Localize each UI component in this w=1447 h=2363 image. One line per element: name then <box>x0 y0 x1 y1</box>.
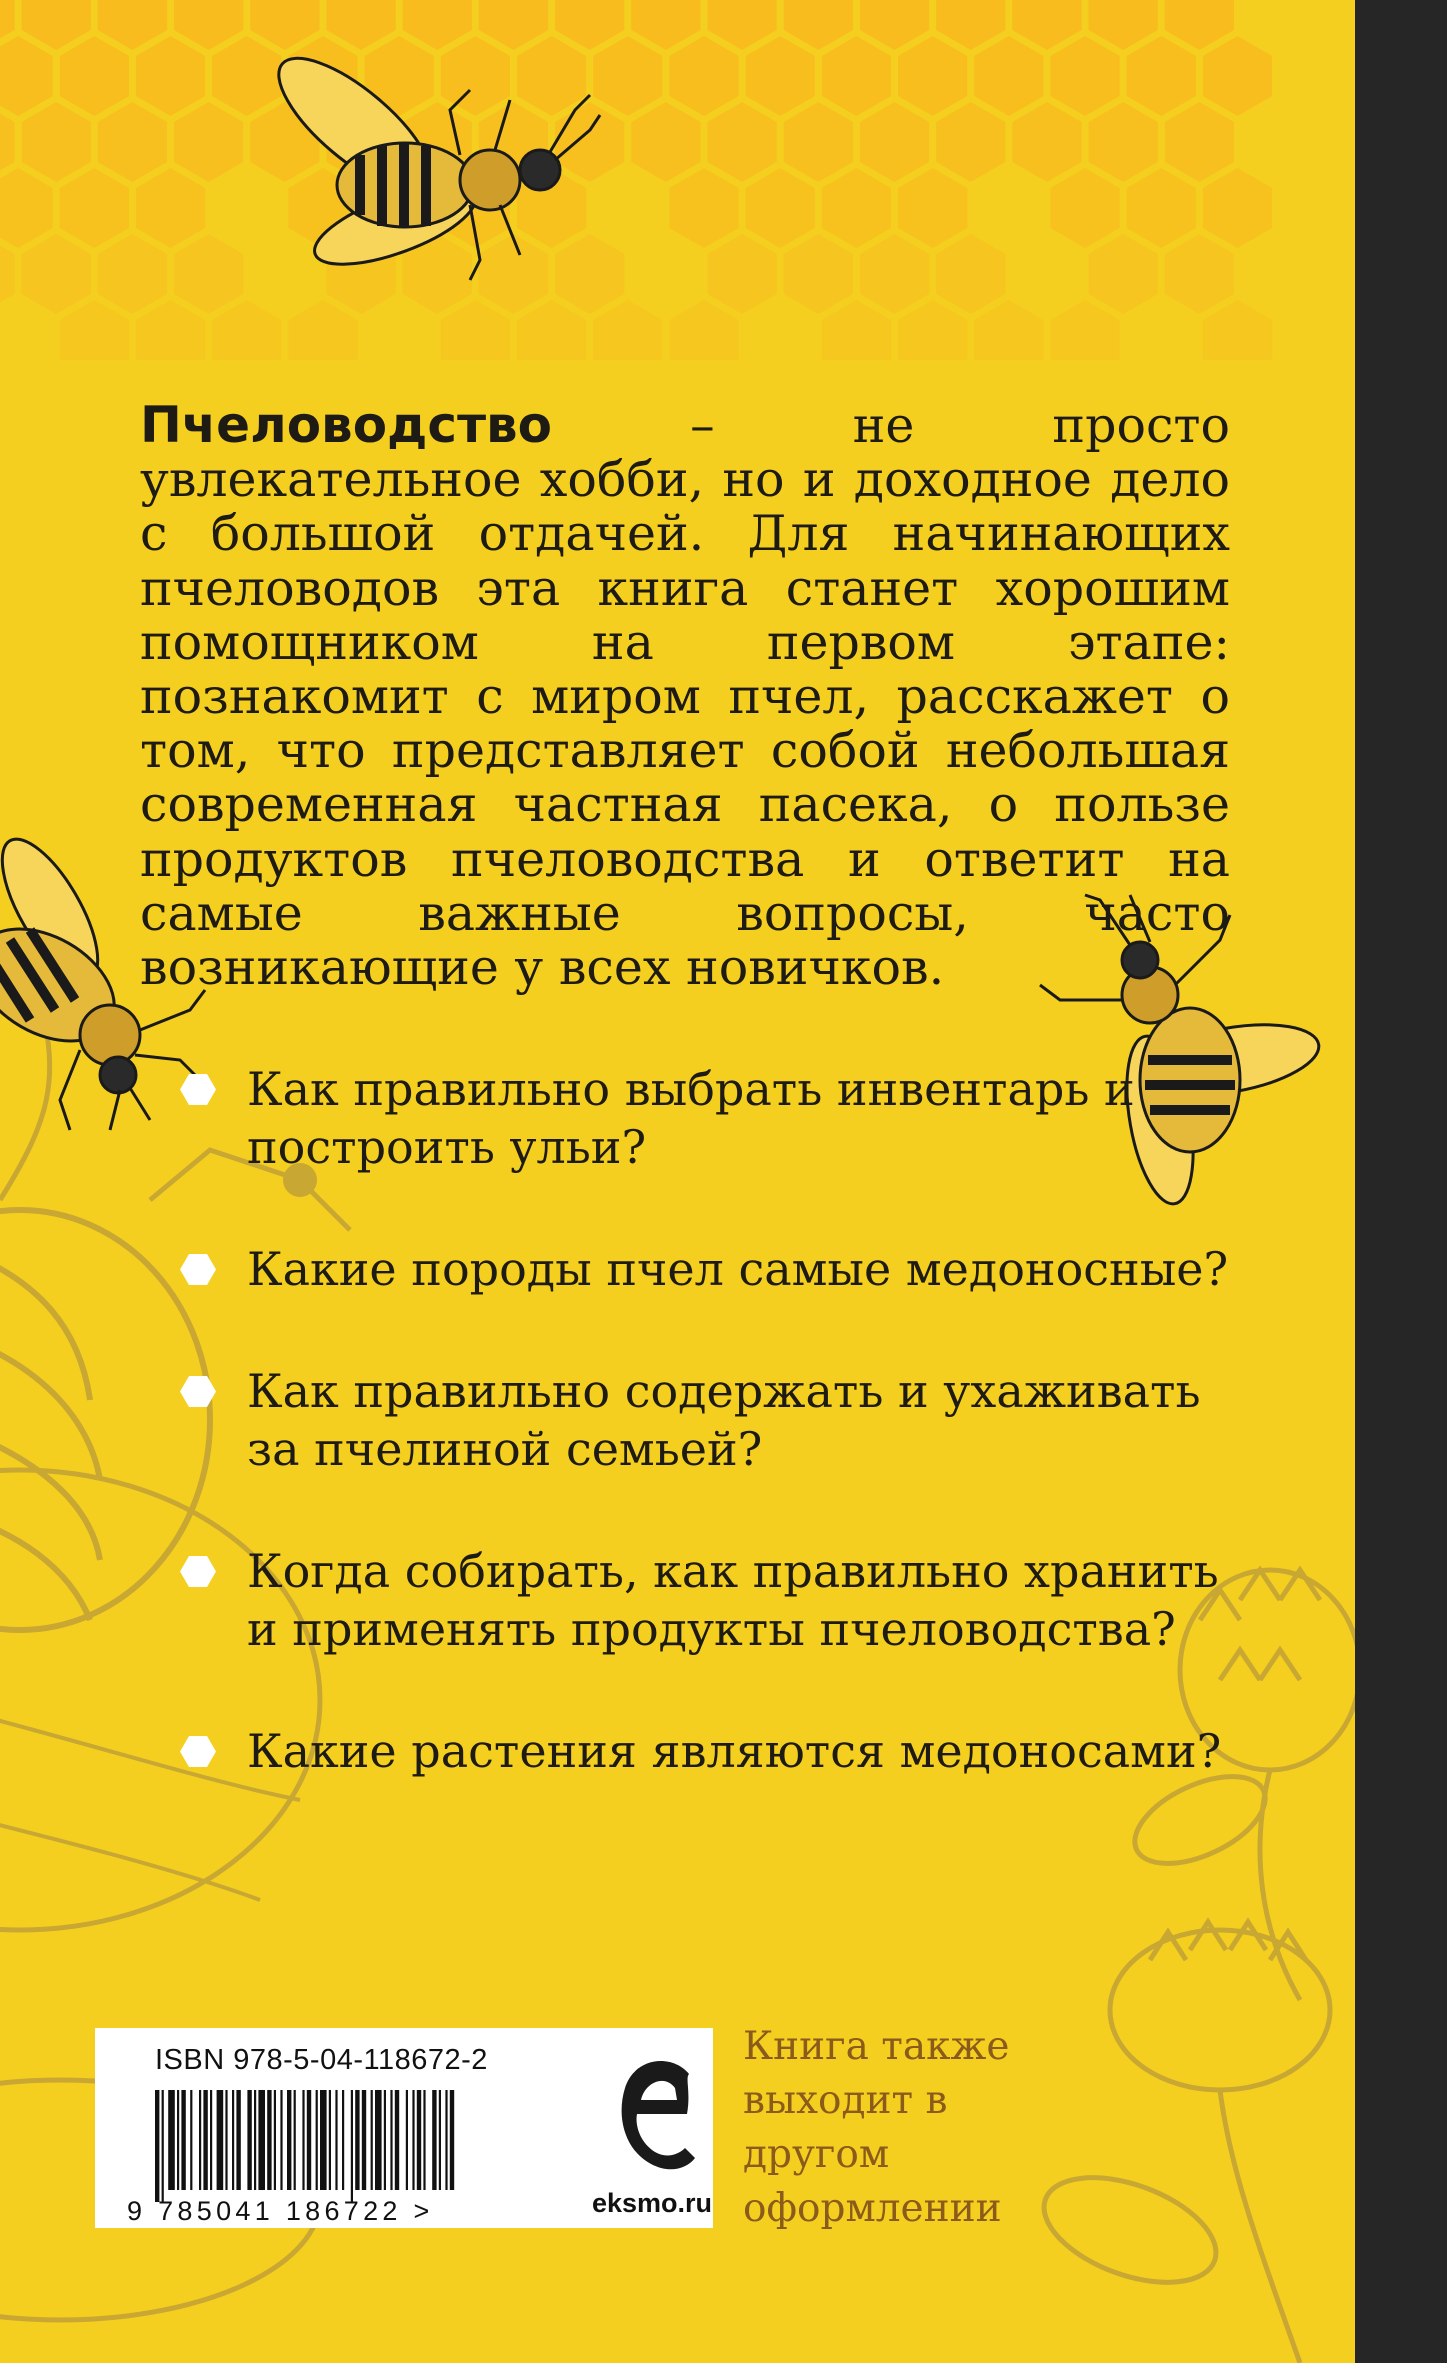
barcode-bar <box>390 2090 392 2190</box>
barcode-bar <box>225 2090 227 2190</box>
isbn-text: ISBN 978-5-04-118672-2 <box>155 2044 488 2076</box>
barcode-bar <box>432 2090 436 2190</box>
question-item <box>180 1060 1240 1176</box>
question-item <box>180 1362 1240 1478</box>
barcode-bar <box>155 2090 159 2202</box>
question-text: Когда собирать, как правильно хранить и применять продукты пчеловодства? <box>247 1544 1219 1656</box>
barcode-bar <box>307 2090 311 2190</box>
barcode-bar <box>203 2090 207 2190</box>
barcode-bar <box>168 2090 175 2190</box>
barcode-bar <box>412 2090 414 2190</box>
publisher-site: eksmo.ru <box>592 2188 713 2218</box>
barcode-bar <box>351 2090 353 2202</box>
barcode-bar <box>280 2090 282 2190</box>
barcode-bar <box>177 2090 179 2190</box>
barcode-bar <box>406 2090 408 2190</box>
spine-edge <box>1355 0 1447 2363</box>
question-item <box>180 1542 1240 1658</box>
barcode-bar <box>199 2090 201 2190</box>
question-text: Какие породы пчел самые медоносные? <box>247 1242 1229 1296</box>
barcode-bar <box>316 2090 318 2190</box>
barcode <box>155 2090 555 2202</box>
barcode-bar <box>217 2090 224 2190</box>
hexagon-bullet-icon <box>180 1736 216 1767</box>
question-text: Как правильно выбрать инвентарь и построить ульи? <box>247 1062 1135 1174</box>
barcode-bar <box>294 2090 296 2190</box>
barcode-bar <box>439 2090 441 2190</box>
barcode-bar <box>232 2090 234 2190</box>
intro-text: – не просто увлекательное хобби, но и доходное дело с большой отдачей. Для начинающих пчеловодов эта книга станет хорошим помощником на первом этапе: познакомит с миром пчел, расскажет о том, что представляет собой небольшая современная частная пасека, о пользе продуктов пчеловодства и ответит на самые важные вопросы, часто возникающие у всех новичков. <box>140 397 1230 997</box>
barcode-bar <box>181 2090 185 2190</box>
barcode-bar <box>236 2090 240 2190</box>
question-text: Какие растения являются медоносами? <box>247 1724 1222 1778</box>
barcode-bar <box>274 2090 276 2190</box>
hexagon-bullet-icon <box>180 1074 216 1105</box>
hexagon-bullet-icon <box>180 1254 216 1285</box>
question-text: Как правильно содержать и ухаживать за пчелиной семьей? <box>247 1364 1201 1476</box>
question-list <box>180 1060 1240 1780</box>
barcode-bar <box>258 2090 265 2190</box>
question-item <box>180 1240 1240 1298</box>
alternate-edition-note: Книга также выходит в другом оформлении <box>743 2024 1010 2231</box>
barcode-bar <box>162 2090 164 2202</box>
barcode-bar <box>355 2090 359 2190</box>
barcode-bar <box>423 2090 425 2190</box>
barcode-bar <box>320 2090 327 2190</box>
isbn-label <box>95 2028 713 2228</box>
barcode-bar <box>247 2090 251 2190</box>
hexagon-bullet-icon <box>180 1556 216 1587</box>
eksmo-logo-icon <box>615 2048 699 2178</box>
barcode-bar <box>302 2090 304 2190</box>
barcode-bar <box>395 2090 399 2190</box>
barcode-bar <box>417 2090 421 2190</box>
barcode-bar <box>329 2090 331 2190</box>
barcode-bar <box>445 2090 447 2190</box>
barcode-digits: 9 785041 186722 > <box>127 2196 434 2226</box>
hexagon-bullet-icon <box>180 1376 216 1407</box>
barcode-bar <box>342 2090 344 2190</box>
barcode-bar <box>287 2090 291 2190</box>
barcode-bar <box>362 2090 366 2190</box>
bee-illustration-top <box>260 37 600 280</box>
barcode-bar <box>450 2090 454 2190</box>
barcode-bar <box>371 2090 373 2190</box>
barcode-bar <box>384 2090 386 2190</box>
question-item <box>180 1722 1240 1780</box>
barcode-bar <box>254 2090 256 2190</box>
intro-paragraph <box>140 398 1230 995</box>
barcode-bar <box>210 2090 212 2190</box>
barcode-bar <box>375 2090 382 2190</box>
barcode-bar <box>190 2090 192 2190</box>
intro-lead-word: Пчеловодство <box>140 396 553 454</box>
barcode-bar <box>267 2090 271 2190</box>
barcode-bar <box>335 2090 337 2190</box>
